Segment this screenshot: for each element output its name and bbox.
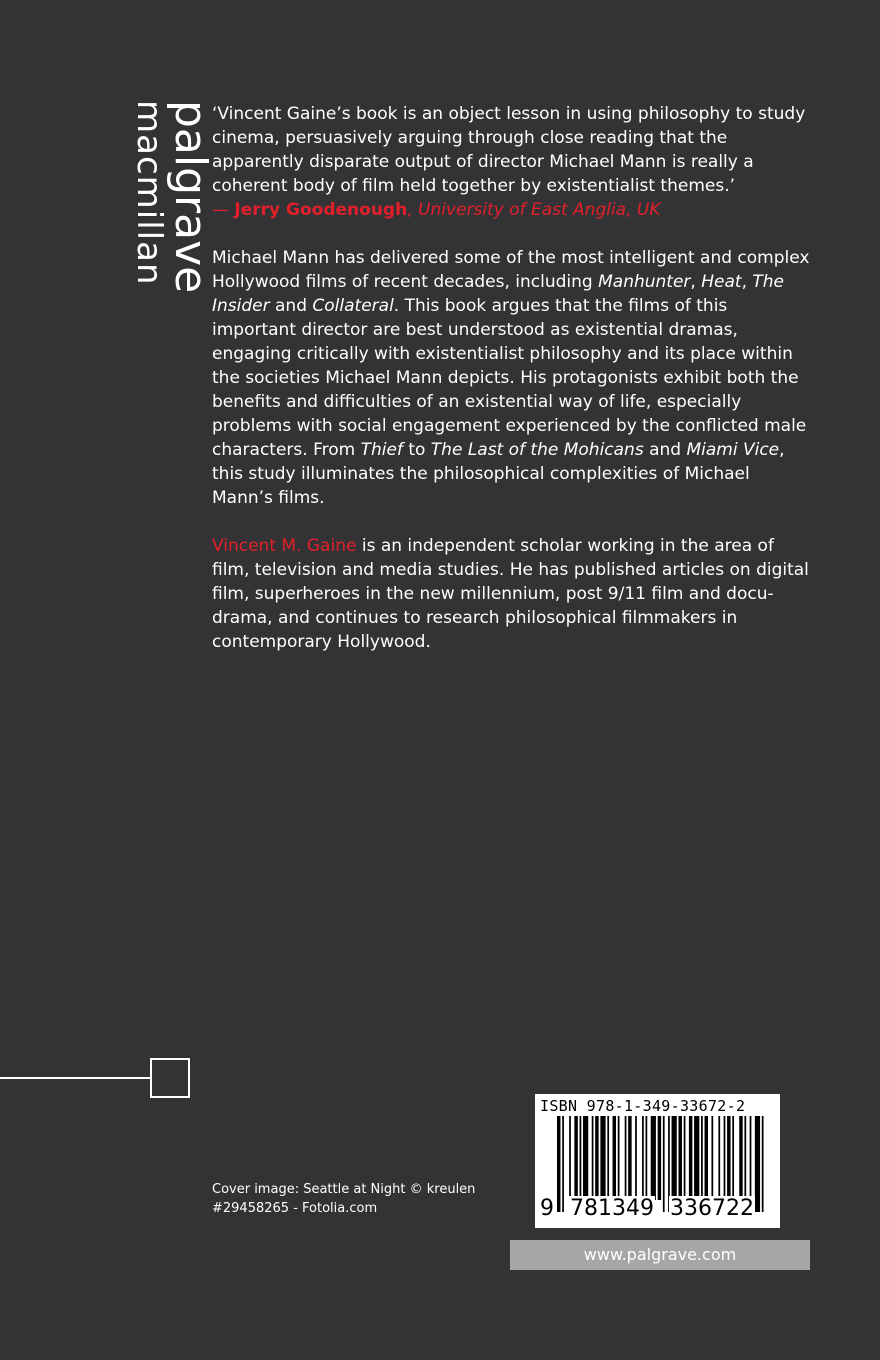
endorsement-quote [212, 102, 812, 222]
isbn-barcode [535, 1094, 780, 1228]
decorative-rule [0, 1077, 151, 1079]
description-part: , [741, 272, 753, 292]
book-description [212, 246, 812, 510]
barcode-bar [625, 1116, 627, 1200]
credit-line-1: Cover image: Seattle at Night © kreulen [212, 1182, 476, 1197]
author-bio [212, 534, 812, 654]
barcode-bar [580, 1116, 582, 1200]
film-title: Miami Vice [686, 440, 780, 460]
description-part: Michael Mann has delivered some of the most intelligent and complex Hollywood films of recent decades, including [212, 248, 810, 292]
description-part: and [643, 440, 687, 460]
decorative-square [150, 1058, 190, 1098]
barcode-bar [755, 1116, 760, 1212]
bio-text: is an independent scholar working in the area of film, television and media studies. He has published articles on digital film, superheroes in the new millennium, post 9/11 film and docu-drama, and continues to research philosophical filmmakers in contemporary Hollywood. [212, 536, 809, 652]
barcode-bar [718, 1116, 720, 1200]
logo-macmillan: macmillan [129, 100, 169, 286]
digit-first: 9 [540, 1196, 554, 1221]
publisher-website[interactable]: www.palgrave.com [510, 1240, 810, 1270]
isbn-label: ISBN 978-1-349-33672-2 [540, 1097, 746, 1115]
logo-palgrave: palgrave [165, 100, 216, 294]
description-part: to [402, 440, 431, 460]
film-title: Manhunter [598, 272, 691, 292]
barcode-bar [762, 1116, 764, 1212]
film-title: Collateral [312, 296, 394, 316]
barcode-bar [672, 1116, 677, 1200]
barcode-bar [592, 1116, 594, 1200]
barcode-bar [701, 1116, 703, 1200]
back-cover-text [212, 102, 812, 678]
barcode-bar [607, 1116, 609, 1200]
barcode-bar [628, 1116, 631, 1200]
barcode-bar [651, 1116, 656, 1200]
barcode-digits [539, 1196, 755, 1222]
quote-text: ‘Vincent Gaine’s book is an object lesson in using philosophy to study cinema, persuasively arguing through close reading that the apparently disparate output of director Michael Mann is really a coherent body of film held together by existentialist themes.’ [212, 104, 806, 196]
barcode-bar [574, 1116, 577, 1200]
barcode-bar [613, 1116, 616, 1200]
barcode-bar [744, 1116, 746, 1200]
barcode-bar [711, 1116, 713, 1200]
barcode-bar [684, 1116, 686, 1200]
digits-right: 336722 [669, 1196, 754, 1221]
film-title: The Insider [212, 272, 784, 316]
barcode-bar [732, 1116, 734, 1200]
barcode-bar [694, 1116, 699, 1200]
barcode-bar [727, 1116, 730, 1200]
barcode-bar [635, 1116, 637, 1200]
barcode-bar [583, 1116, 588, 1200]
description-part: . This book argues that the films of this important director are best understood as existential dramas, engaging critically with existentialist philosophy and its place within the societies Michael Mann depicts. His protagonists exhibit both the benefits and difficulties of an existential way of life, especially problems with social engagement experienced by the conflicted male characters. From [212, 296, 807, 460]
barcode-bar [595, 1116, 598, 1200]
barcode-bar [646, 1116, 648, 1200]
description-part: , this study illuminates the philosophical complexities of Michael Mann’s films. [212, 440, 785, 508]
quote-author: Jerry Goodenough [234, 200, 408, 220]
barcode-bar [724, 1116, 726, 1200]
barcode-bar [618, 1116, 620, 1200]
film-title: Heat [701, 272, 742, 292]
barcode-bar [600, 1116, 605, 1200]
barcode-bar [739, 1116, 742, 1200]
quote-affiliation: , University of East Anglia, UK [407, 200, 661, 220]
publisher-logo [129, 100, 216, 294]
barcode-bar [750, 1116, 752, 1200]
cover-image-credit [212, 1180, 475, 1218]
quote-dash: — [212, 200, 235, 220]
film-title: Thief [360, 440, 403, 460]
author-name: Vincent M. Gaine [212, 536, 357, 556]
description-part: and [269, 296, 313, 316]
barcode-bar [569, 1116, 571, 1200]
barcode-bar [642, 1116, 644, 1200]
credit-line-2: #29458265 - Fotolia.com [212, 1201, 378, 1216]
barcode-bar [689, 1116, 692, 1200]
description-part: , [690, 272, 702, 292]
barcode-bar [658, 1116, 661, 1200]
barcode-bar [678, 1116, 681, 1200]
film-title: The Last of the Mohicans [430, 440, 644, 460]
digits-left: 781349 [570, 1196, 654, 1221]
barcode-bar [705, 1116, 708, 1200]
